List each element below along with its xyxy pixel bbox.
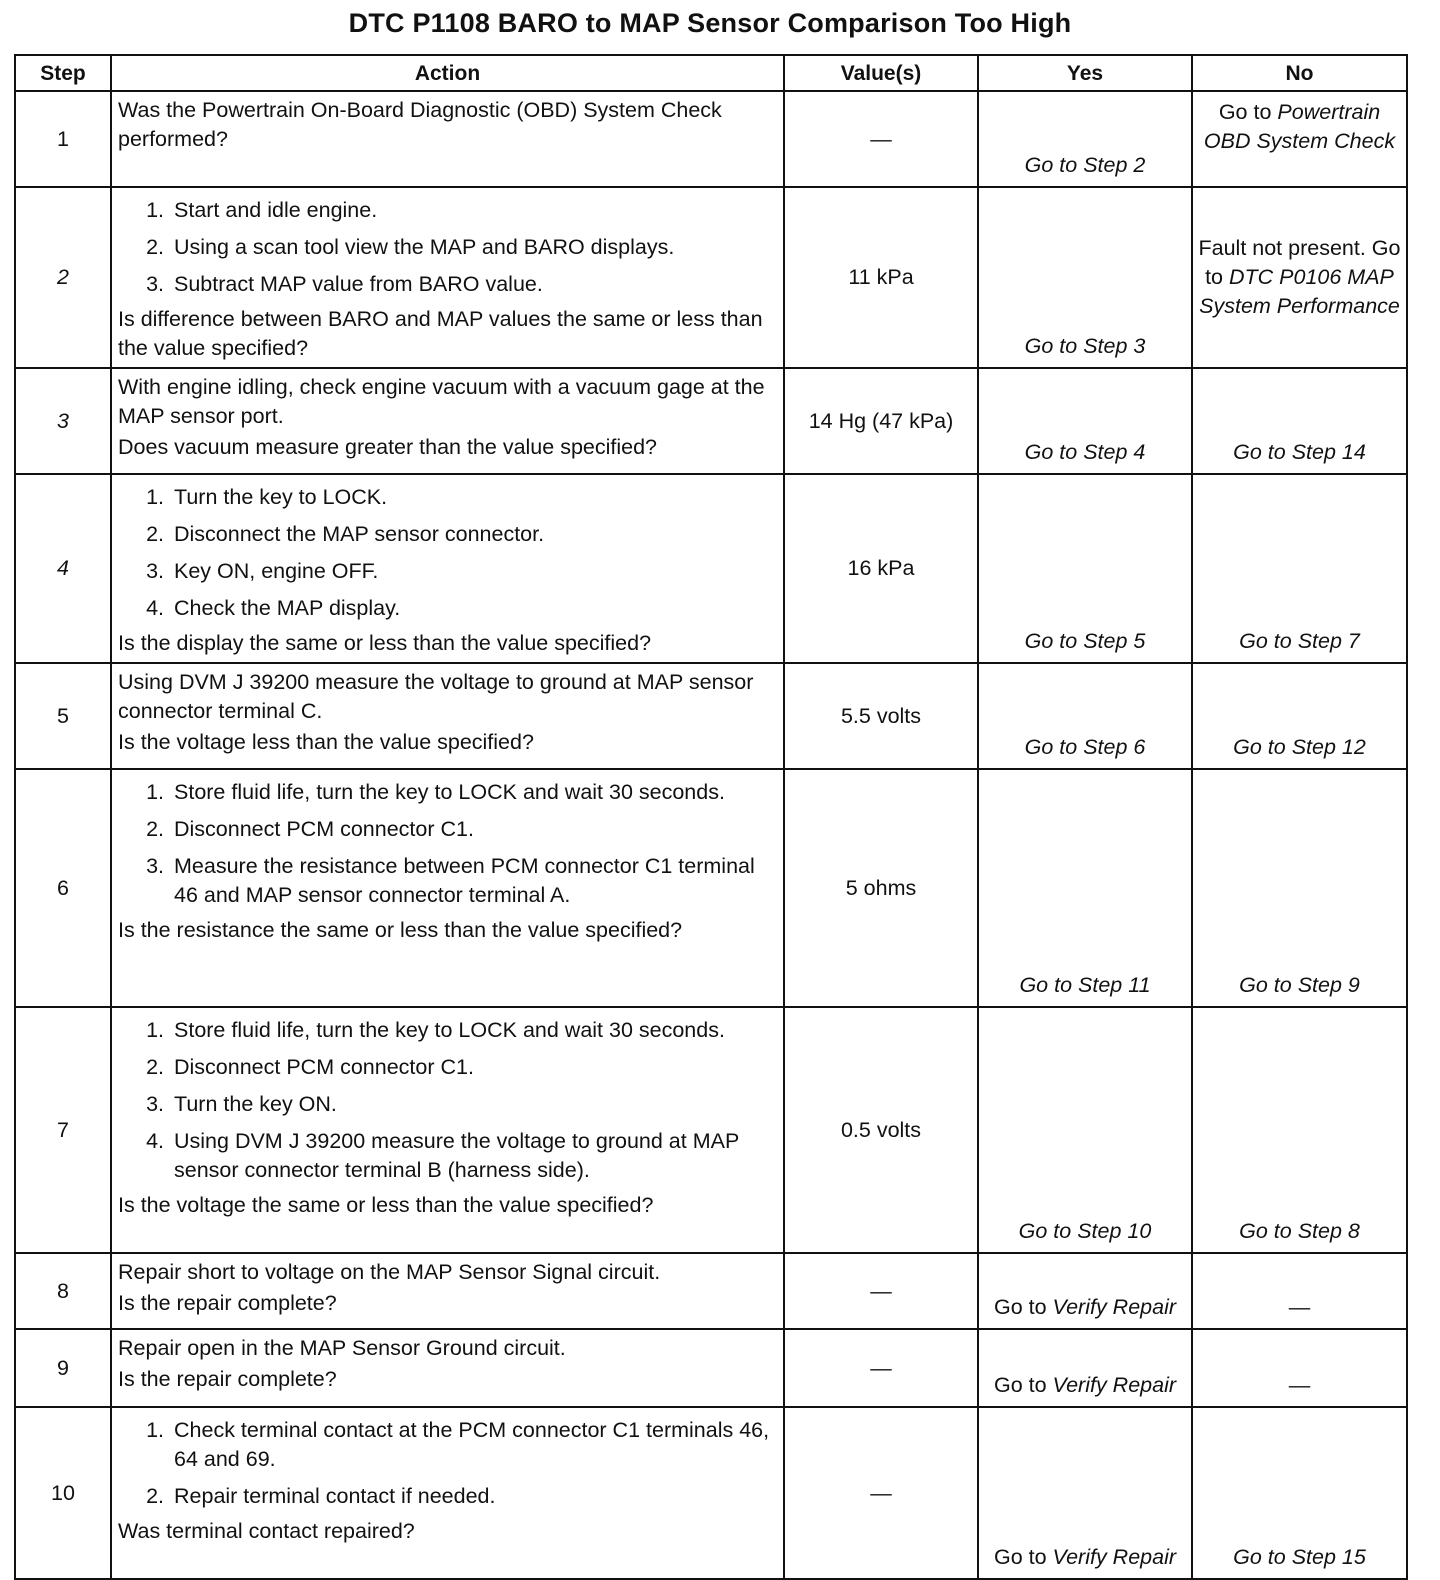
action-question: Is difference between BARO and MAP values the same or less than the value specified? (118, 307, 763, 360)
no-outcome-cell (1192, 1407, 1407, 1579)
value-cell: — (784, 1329, 978, 1407)
table-row (15, 769, 1407, 1007)
header-yes: Yes (978, 55, 1192, 91)
item-text: Turn the key to LOCK. (174, 485, 388, 509)
item-number: 2. (146, 235, 164, 259)
yes-outcome-link[interactable]: Go to Step 2 (1024, 153, 1146, 177)
item-number: 1. (146, 1418, 164, 1442)
no-outcome-text: — (1288, 1373, 1311, 1397)
step-number: 3 (15, 368, 111, 474)
no-outcome-cell (1192, 1253, 1407, 1329)
item-text: Start and idle engine. (174, 198, 378, 222)
action-cell (111, 1253, 784, 1329)
item-text: Measure the resistance between PCM connector C1 terminal 46 and MAP sensor connector terminal A. (174, 854, 755, 907)
yes-outcome-link[interactable]: Go to Step 5 (1024, 629, 1146, 653)
no-outcome-link[interactable]: Go to Step 12 (1233, 735, 1366, 759)
yes-outcome-cell (978, 474, 1192, 663)
item-text: Disconnect PCM connector C1. (174, 817, 474, 841)
action-question: Is the voltage less than the value specified? (118, 730, 534, 754)
step-number: 1 (15, 91, 111, 187)
value-cell: 5.5 volts (784, 663, 978, 769)
item-text: Store fluid life, turn the key to LOCK and wait 30 seconds. (174, 1018, 725, 1042)
no-outcome-text: Fault not present. Go to (1198, 236, 1401, 289)
no-outcome-cell (1192, 91, 1407, 187)
item-text: Disconnect the MAP sensor connector. (174, 522, 545, 546)
action-step-item (118, 590, 777, 627)
value-cell: 16 kPa (784, 474, 978, 663)
no-outcome-cell (1192, 1329, 1407, 1407)
action-cell (111, 91, 784, 187)
table-row (15, 368, 1407, 474)
no-outcome-link[interactable]: Go to Step 14 (1233, 440, 1366, 464)
no-outcome-link[interactable]: Go to Step 9 (1239, 973, 1360, 997)
action-intro: Repair short to voltage on the MAP Sensor Signal circuit. (118, 1260, 661, 1284)
item-text: Check terminal contact at the PCM connector C1 terminals 46, 64 and 69. (174, 1418, 770, 1471)
action-step-item (118, 266, 777, 303)
item-text: Key ON, engine OFF. (174, 559, 379, 583)
value-cell: 11 kPa (784, 187, 978, 368)
no-outcome-cell (1192, 187, 1407, 368)
action-cell (111, 769, 784, 1007)
yes-outcome-link[interactable]: Verify Repair (1052, 1373, 1177, 1397)
header-action: Action (111, 55, 784, 91)
step-number: 4 (15, 474, 111, 663)
item-number: 2. (146, 522, 164, 546)
action-question: Is the voltage the same or less than the value specified? (118, 1193, 654, 1217)
yes-outcome-cell (978, 1329, 1192, 1407)
action-intro: With engine idling, check engine vacuum with a vacuum gage at the MAP sensor port. (118, 375, 765, 428)
action-cell (111, 1329, 784, 1407)
item-text: Disconnect PCM connector C1. (174, 1055, 474, 1079)
yes-outcome-cell (978, 1253, 1192, 1329)
action-cell (111, 663, 784, 769)
action-step-item (118, 229, 777, 266)
table-row (15, 1007, 1407, 1253)
no-outcome-link[interactable]: Go to Step 7 (1239, 629, 1360, 653)
action-step-item (118, 1123, 777, 1189)
yes-outcome-cell (978, 1407, 1192, 1579)
action-step-item (118, 479, 777, 516)
value-cell: 0.5 volts (784, 1007, 978, 1253)
action-question: Is the repair complete? (118, 1291, 337, 1315)
no-outcome-text: Go to (1218, 100, 1272, 124)
action-question: Is the resistance the same or less than the value specified? (118, 918, 683, 942)
no-outcome-cell (1192, 474, 1407, 663)
item-text: Using DVM J 39200 measure the voltage to ground at MAP sensor connector terminal B (harness side). (174, 1129, 739, 1182)
step-number: 8 (15, 1253, 111, 1329)
value-cell: 14 Hg (47 kPa) (784, 368, 978, 474)
value-cell: — (784, 1253, 978, 1329)
table-row (15, 1407, 1407, 1579)
action-step-item (118, 192, 777, 229)
action-cell (111, 368, 784, 474)
action-step-item (118, 516, 777, 553)
step-number: 10 (15, 1407, 111, 1579)
value-cell: — (784, 91, 978, 187)
action-cell (111, 187, 784, 368)
item-text: Repair terminal contact if needed. (174, 1484, 496, 1508)
item-number: 1. (146, 1018, 164, 1042)
item-number: 3. (146, 1092, 164, 1116)
action-step-item (118, 1086, 777, 1123)
table-row (15, 474, 1407, 663)
item-number: 2. (146, 1484, 164, 1508)
step-number: 6 (15, 769, 111, 1007)
item-text: Check the MAP display. (174, 596, 401, 620)
action-intro: Repair open in the MAP Sensor Ground circuit. (118, 1336, 566, 1360)
action-intro: Was the Powertrain On-Board Diagnostic (OBD) System Check performed? (118, 98, 722, 151)
yes-outcome-link[interactable]: Verify Repair (1052, 1545, 1177, 1569)
yes-outcome-text: Go to (993, 1295, 1047, 1319)
item-number: 2. (146, 817, 164, 841)
yes-outcome-link[interactable]: Go to Step 11 (1019, 973, 1151, 997)
action-intro: Using DVM J 39200 measure the voltage to ground at MAP sensor connector terminal C. (118, 670, 754, 723)
action-step-item (118, 811, 777, 848)
no-outcome-link[interactable]: Go to Step 15 (1233, 1545, 1366, 1569)
action-step-item (118, 1478, 777, 1515)
diagnostic-table (14, 54, 1408, 1580)
action-step-item (118, 1049, 777, 1086)
step-number: 2 (15, 187, 111, 368)
table-row (15, 91, 1407, 187)
no-outcome-text: — (1288, 1295, 1311, 1319)
item-text: Turn the key ON. (174, 1092, 337, 1116)
item-number: 2. (146, 1055, 164, 1079)
no-outcome-link[interactable]: Powertrain OBD System Check (1203, 100, 1396, 153)
action-cell (111, 1407, 784, 1579)
action-question: Does vacuum measure greater than the value specified? (118, 435, 658, 459)
action-step-item (118, 553, 777, 590)
item-text: Using a scan tool view the MAP and BARO displays. (174, 235, 675, 259)
yes-outcome-link[interactable]: Go to Step 3 (1024, 334, 1146, 358)
action-question: Is the repair complete? (118, 1367, 337, 1391)
yes-outcome-cell (978, 663, 1192, 769)
item-number: 1. (146, 780, 164, 804)
yes-outcome-cell (978, 91, 1192, 187)
action-question: Is the display the same or less than the value specified? (118, 631, 652, 655)
yes-outcome-cell (978, 769, 1192, 1007)
yes-outcome-text: Go to (993, 1373, 1047, 1397)
no-outcome-cell (1192, 368, 1407, 474)
item-number: 4. (146, 1129, 164, 1153)
step-number: 5 (15, 663, 111, 769)
action-cell (111, 1007, 784, 1253)
step-number: 7 (15, 1007, 111, 1253)
no-outcome-link[interactable]: Go to Step 8 (1239, 1219, 1360, 1243)
header-values: Value(s) (784, 55, 978, 91)
yes-outcome-cell (978, 368, 1192, 474)
table-row (15, 1329, 1407, 1407)
table-body (15, 91, 1407, 1579)
item-number: 4. (146, 596, 164, 620)
action-question: Was terminal contact repaired? (118, 1519, 415, 1543)
item-number: 3. (146, 559, 164, 583)
table-row (15, 1253, 1407, 1329)
page-title: DTC P1108 BARO to MAP Sensor Comparison Too High (348, 8, 1072, 38)
no-outcome-cell (1192, 769, 1407, 1007)
no-outcome-link[interactable]: DTC P0106 MAP System Performance (1199, 265, 1400, 318)
yes-outcome-link[interactable]: Verify Repair (1052, 1295, 1177, 1319)
step-number: 9 (15, 1329, 111, 1407)
item-number: 1. (146, 198, 164, 222)
item-text: Store fluid life, turn the key to LOCK and wait 30 seconds. (174, 780, 725, 804)
value-cell: 5 ohms (784, 769, 978, 1007)
item-number: 3. (146, 854, 164, 878)
yes-outcome-link[interactable]: Go to Step 6 (1024, 735, 1146, 759)
no-outcome-cell (1192, 663, 1407, 769)
header-step: Step (15, 55, 111, 91)
yes-outcome-link[interactable]: Go to Step 10 (1018, 1219, 1152, 1243)
yes-outcome-link[interactable]: Go to Step 4 (1024, 440, 1146, 464)
table-row (15, 663, 1407, 769)
action-cell (111, 474, 784, 663)
yes-outcome-cell (978, 187, 1192, 368)
table-row (15, 187, 1407, 368)
header-no: No (1192, 55, 1407, 91)
no-outcome-cell (1192, 1007, 1407, 1253)
yes-outcome-cell (978, 1007, 1192, 1253)
item-number: 3. (146, 272, 164, 296)
value-cell: — (784, 1407, 978, 1579)
table-header-row (15, 55, 1407, 91)
action-step-item (118, 1012, 777, 1049)
action-step-item (118, 1412, 777, 1478)
action-step-item (118, 774, 777, 811)
item-number: 1. (146, 485, 164, 509)
yes-outcome-text: Go to (993, 1545, 1047, 1569)
item-text: Subtract MAP value from BARO value. (174, 272, 543, 296)
action-step-item (118, 848, 777, 914)
